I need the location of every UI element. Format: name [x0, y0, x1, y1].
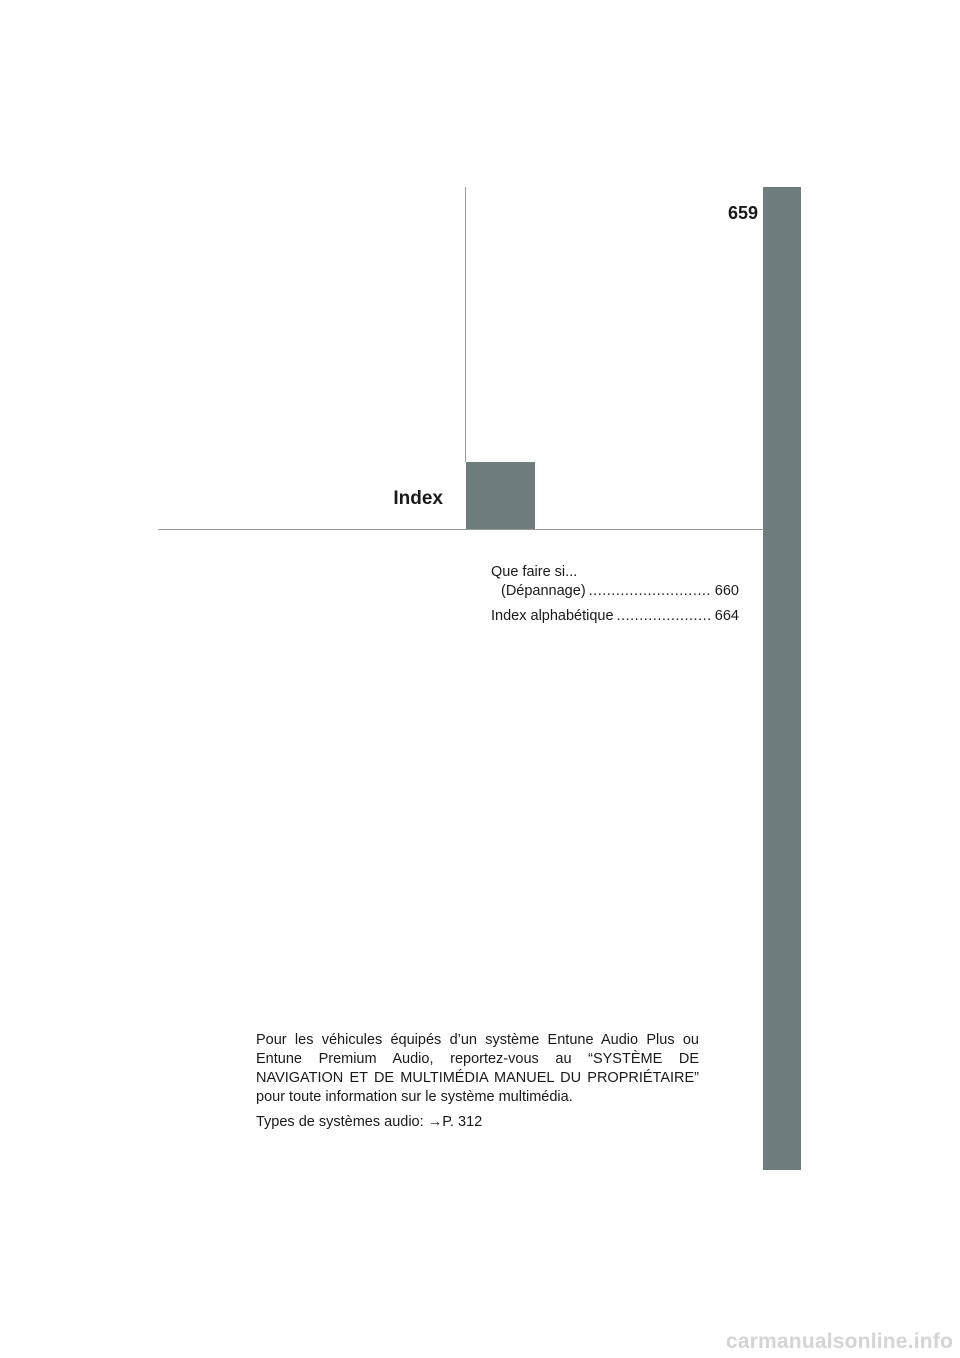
toc-entry-alphabetical-index[interactable]	[491, 607, 739, 626]
reference-page: P. 312	[442, 1114, 483, 1130]
toc-leader-dots	[617, 607, 712, 626]
reference-label: Types de systèmes audio:	[256, 1114, 424, 1130]
table-of-contents	[491, 563, 739, 632]
page-number: 659	[727, 203, 758, 223]
audio-types-reference[interactable]	[256, 1113, 699, 1132]
toc-entry-title: Que faire si...	[491, 564, 578, 580]
toc-entry-line	[491, 563, 739, 582]
toc-leader-dots	[589, 582, 712, 601]
arrow-right-icon: →	[427, 1114, 443, 1130]
site-watermark: carmanualsonline.info	[725, 1330, 953, 1353]
toc-entry-title: Index alphabétique	[491, 608, 614, 624]
note-paragraph: Pour les véhicules équipés d’un système Entune Audio Plus ou Entune Premium Audio, reportez-vous au “SYSTÈME DE NAVIGATION ET DE MULTIMÉDIA MANUEL DU PROPRIÉTAIRE” pour toute information sur le système multimédia.	[256, 1032, 699, 1105]
section-marker-block	[466, 462, 535, 530]
thumb-index-tab	[763, 187, 801, 1170]
toc-page-number: 664	[714, 608, 739, 624]
toc-entry-line	[491, 607, 739, 626]
audio-system-note	[256, 1031, 699, 1138]
section-title: Index	[393, 488, 443, 509]
toc-entry-line	[491, 582, 739, 601]
toc-entry-subtitle: (Dépannage)	[501, 583, 586, 599]
toc-page-number: 660	[714, 583, 739, 599]
toc-entry-troubleshooting[interactable]	[491, 563, 739, 601]
vertical-divider	[465, 187, 466, 462]
horizontal-divider	[158, 529, 764, 530]
